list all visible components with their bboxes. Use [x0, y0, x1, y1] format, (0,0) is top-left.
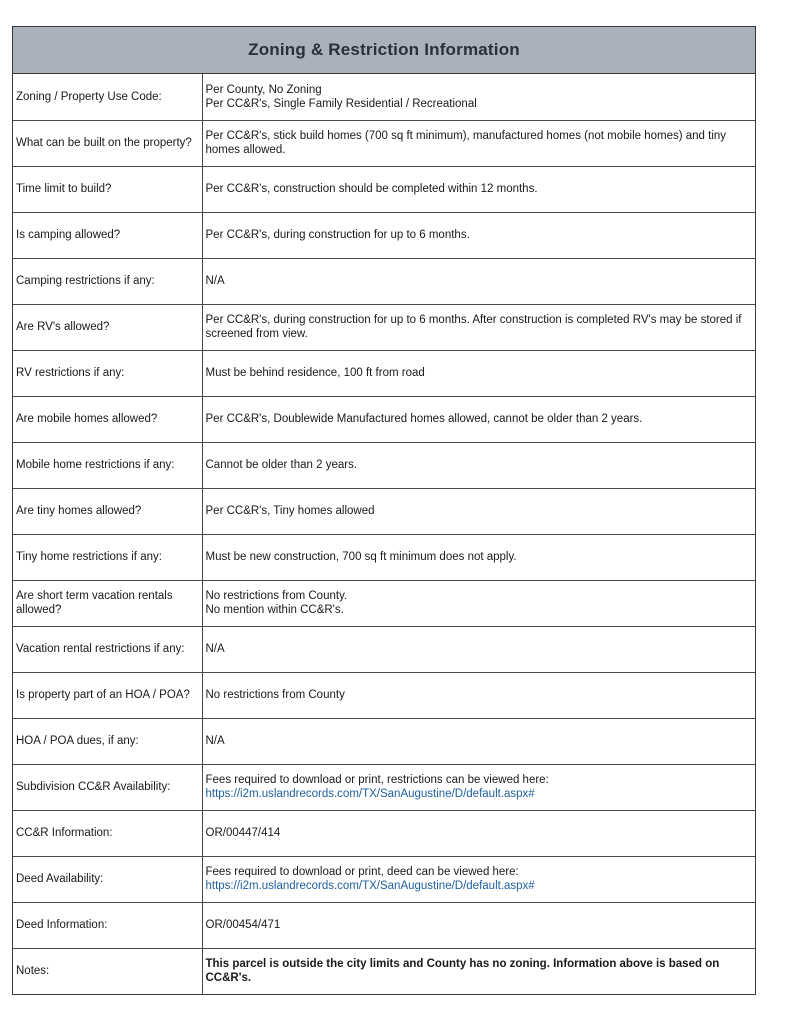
value-line: OR/00447/414 — [205, 827, 281, 839]
row-label: Is camping allowed? — [13, 212, 202, 258]
row-label: Are tiny homes allowed? — [13, 488, 202, 534]
value-line: Cannot be older than 2 years. — [205, 459, 358, 471]
table-row — [13, 626, 755, 672]
row-value — [202, 120, 755, 166]
value-line: Per CC&R's, Doublewide Manufactured homes allowed, cannot be older than 2 years. — [205, 413, 643, 425]
value-line: Fees required to download or print, deed can be viewed here: — [205, 866, 519, 878]
row-label: Tiny home restrictions if any: — [13, 534, 202, 580]
table-row — [13, 580, 755, 626]
row-label: Are mobile homes allowed? — [13, 396, 202, 442]
row-label: Vacation rental restrictions if any: — [13, 626, 202, 672]
info-table-body — [13, 74, 755, 994]
row-value — [202, 258, 755, 304]
table-row — [13, 534, 755, 580]
row-value — [202, 166, 755, 212]
value-line: Per CC&R's, stick build homes (700 sq ft minimum), manufactured homes (not mobile homes) and tiny homes allowed. — [205, 130, 727, 156]
row-label: Deed Information: — [13, 902, 202, 948]
table-row — [13, 810, 755, 856]
value-line: No restrictions from County — [205, 689, 345, 701]
restriction-sheet — [12, 26, 756, 995]
row-label: Mobile home restrictions if any: — [13, 442, 202, 488]
row-label: Notes: — [13, 948, 202, 994]
table-row — [13, 948, 755, 994]
value-line: No mention within CC&R's. — [205, 604, 344, 616]
row-value — [202, 810, 755, 856]
table-row — [13, 212, 755, 258]
table-row — [13, 718, 755, 764]
row-label: Are short term vacation rentals allowed? — [13, 580, 202, 626]
value-line: Must be new construction, 700 sq ft minimum does not apply. — [205, 551, 517, 563]
table-row — [13, 672, 755, 718]
value-line: OR/00454/471 — [205, 919, 281, 931]
row-label: Time limit to build? — [13, 166, 202, 212]
row-label: Subdivision CC&R Availability: — [13, 764, 202, 810]
value-line: Fees required to download or print, restrictions can be viewed here: — [205, 774, 549, 786]
row-label: What can be built on the property? — [13, 120, 202, 166]
row-value — [202, 304, 755, 350]
row-value — [202, 902, 755, 948]
row-value — [202, 488, 755, 534]
value-line: N/A — [205, 735, 225, 747]
row-label: CC&R Information: — [13, 810, 202, 856]
records-link[interactable]: https://i2m.uslandrecords.com/TX/SanAugustine/D/default.aspx# — [205, 788, 535, 800]
row-label: RV restrictions if any: — [13, 350, 202, 396]
row-value — [202, 534, 755, 580]
row-label: HOA / POA dues, if any: — [13, 718, 202, 764]
row-value — [202, 764, 755, 810]
info-table — [13, 74, 755, 994]
table-row — [13, 350, 755, 396]
value-line: Per CC&R's, during construction for up to 6 months. After construction is completed RV's may be stored if screened from view. — [205, 314, 742, 340]
row-label: Are RV's allowed? — [13, 304, 202, 350]
table-row — [13, 258, 755, 304]
row-label: Is property part of an HOA / POA? — [13, 672, 202, 718]
row-label: Zoning / Property Use Code: — [13, 74, 202, 120]
value-line: Must be behind residence, 100 ft from road — [205, 367, 425, 379]
row-value — [202, 718, 755, 764]
row-value — [202, 396, 755, 442]
row-label: Deed Availability: — [13, 856, 202, 902]
row-value — [202, 212, 755, 258]
row-value — [202, 580, 755, 626]
value-line: N/A — [205, 275, 225, 287]
page-title: Zoning & Restriction Information — [248, 40, 520, 59]
value-line: Per CC&R's, during construction for up to 6 months. — [205, 229, 470, 241]
notes-text: This parcel is outside the city limits and County has no zoning. Information above is based on CC&R's. — [205, 958, 720, 985]
row-value — [202, 350, 755, 396]
table-row — [13, 442, 755, 488]
row-value — [202, 672, 755, 718]
value-line: Per CC&R's, Tiny homes allowed — [205, 505, 375, 517]
row-value — [202, 856, 755, 902]
table-row — [13, 396, 755, 442]
value-line: No restrictions from County. — [205, 590, 348, 602]
row-value — [202, 626, 755, 672]
title-bar — [13, 27, 755, 74]
row-label: Camping restrictions if any: — [13, 258, 202, 304]
value-line: Per CC&R's, Single Family Residential / Recreational — [205, 97, 477, 110]
table-row — [13, 764, 755, 810]
table-row — [13, 902, 755, 948]
row-value — [202, 74, 755, 120]
table-row — [13, 488, 755, 534]
table-row — [13, 120, 755, 166]
row-value — [202, 442, 755, 488]
table-row — [13, 74, 755, 120]
row-value — [202, 948, 755, 994]
table-row — [13, 304, 755, 350]
value-line: Per County, No Zoning — [205, 83, 322, 96]
records-link[interactable]: https://i2m.uslandrecords.com/TX/SanAugustine/D/default.aspx# — [205, 880, 535, 892]
value-line: Per CC&R's, construction should be completed within 12 months. — [205, 183, 538, 195]
table-row — [13, 856, 755, 902]
value-line: N/A — [205, 643, 225, 655]
table-row — [13, 166, 755, 212]
